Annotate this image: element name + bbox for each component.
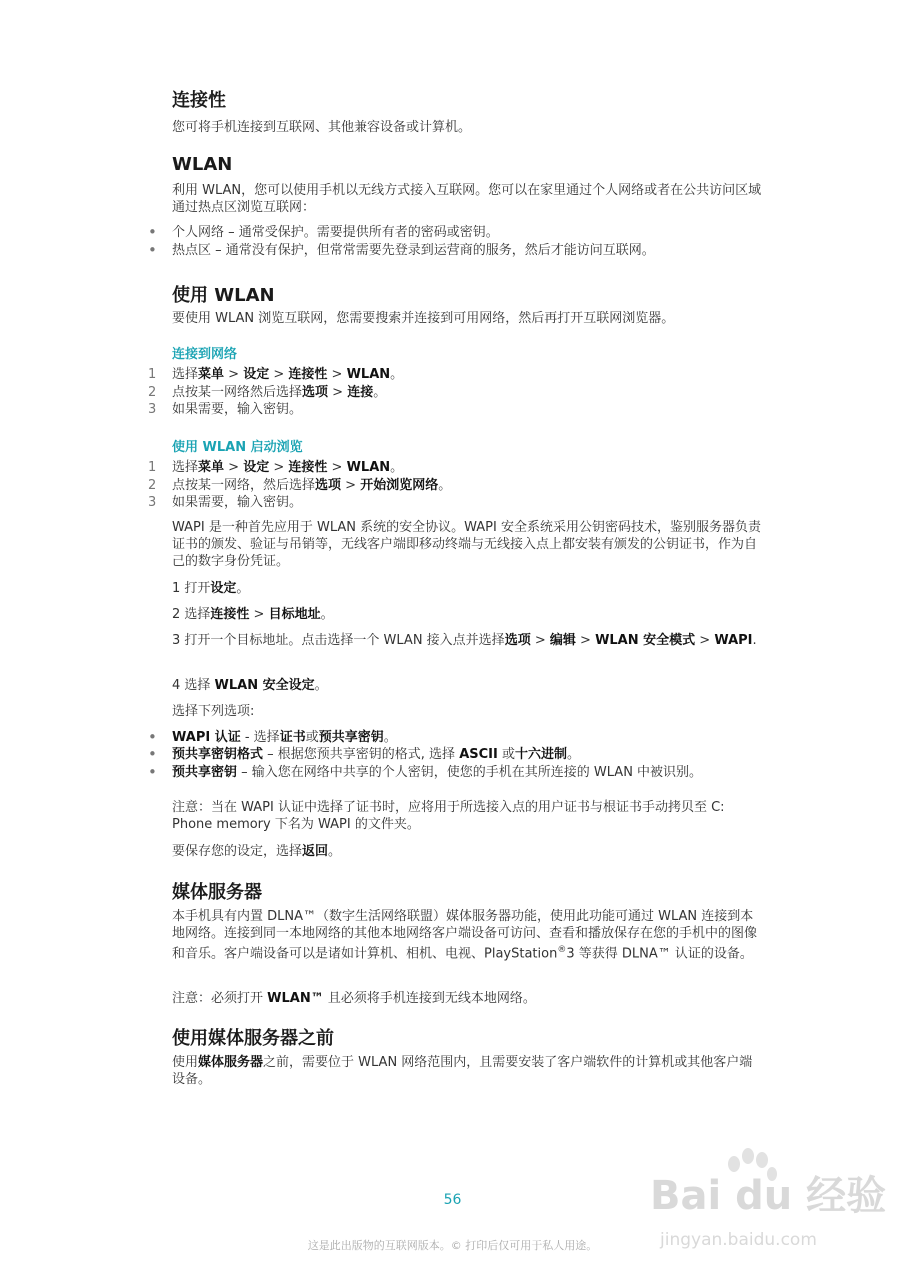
- heading-before-media-server: 使用媒体服务器之前: [172, 1028, 334, 1049]
- heading-using-wlan: 使用 WLAN: [172, 285, 275, 306]
- list-item: • 预共享密钥格式 – 根据您预共享密钥的格式, 选择 ASCII 或十六进制。: [148, 745, 580, 763]
- heading-connectivity: 连接性: [172, 90, 226, 111]
- wapi-step-1: 1 打开设定。: [172, 581, 250, 596]
- media-note: 注意：必须打开 WLAN™ 且必须将手机连接到无线本地网络。: [172, 991, 536, 1006]
- step-item: 2 点按某一网络然后选择选项 > 连接。: [148, 385, 387, 400]
- step-item: 2 点按某一网络，然后选择选项 > 开始浏览网络。: [148, 478, 452, 493]
- wapi-note: 注意：当在 WAPI 认证中选择了证书时，应将用于所选接入点的用户证书与根证书手动拷贝至 C: Phone memory 下名为 WAPI 的文件夹。: [172, 800, 725, 832]
- heading-wlan: WLAN: [172, 154, 233, 175]
- bullet: •: [148, 223, 157, 241]
- footer-note: 这是此出版物的互联网版本。© 打印后仅可用于私人用途。: [307, 1239, 598, 1252]
- wlan-intro: 利用 WLAN，您可以使用手机以无线方式接入互联网。您可以在家里通过个人网络或者在公共访问区域通过热点区浏览互联网：: [172, 183, 762, 215]
- bullet: •: [148, 745, 157, 763]
- using-wlan-text: 要使用 WLAN 浏览互联网，您需要搜索并连接到可用网络，然后再打开互联网浏览器。: [172, 311, 675, 326]
- bullet: •: [148, 728, 157, 746]
- wapi-choose: 选择下列选项:: [172, 704, 255, 719]
- list-item: • 热点区 – 通常没有保护，但常常需要先登录到运营商的服务，然后才能访问互联网。: [148, 241, 655, 259]
- page-number: 56: [443, 1192, 462, 1208]
- list-item: • 个人网络 – 通常受保护。需要提供所有者的密码或密钥。: [148, 223, 499, 241]
- watermark-logo: Bai du 经验: [650, 1173, 887, 1219]
- watermark-url: jingyan.baidu.com: [660, 1230, 817, 1250]
- wapi-save: 要保存您的设定，选择返回。: [172, 844, 342, 859]
- heading-media-server: 媒体服务器: [172, 882, 262, 903]
- subheading-start-browsing: 使用 WLAN 启动浏览: [172, 440, 303, 455]
- before-text: 使用媒体服务器之前，需要位于 WLAN 网络范围内，且需要安装了客户端软件的计算机或其他客户端设备。: [172, 1055, 753, 1087]
- connectivity-text: 您可将手机连接到互联网、其他兼容设备或计算机。: [172, 120, 472, 135]
- wapi-step-3: 3 打开一个目标地址。点击选择一个 WLAN 接入点并选择选项 > 编辑 > WLAN 安全模式 > WAPI.: [172, 633, 757, 648]
- baidu-watermark: [650, 1148, 887, 1268]
- step-item: 3 如果需要，输入密钥。: [148, 402, 303, 417]
- bullet: •: [148, 241, 157, 259]
- wapi-step-2: 2 选择连接性 > 目标地址。: [172, 607, 334, 622]
- subheading-connect-network: 连接到网络: [172, 347, 238, 362]
- wapi-step-4: 4 选择 WLAN 安全设定。: [172, 678, 328, 693]
- media-text: 本手机具有内置 DLNA™（数字生活网络联盟）媒体服务器功能，使用此功能可通过 WLAN 连接到本地网络。连接到同一本地网络的其他本地网络客户端设备可访问、查看和播放保存在您的手机中的图像和音乐。客户端设备可以是诸如计算机、相机、电视、PlayStation®3 等获得 DLNA™ 认证的设备。: [172, 909, 758, 962]
- step-item: 1 选择菜单 > 设定 > 连接性 > WLAN。: [148, 367, 404, 382]
- list-item: • WAPI 认证 - 选择证书或预共享密钥。: [148, 728, 397, 746]
- step-item: 1 选择菜单 > 设定 > 连接性 > WLAN。: [148, 460, 404, 475]
- bullet: •: [148, 763, 157, 781]
- list-item: • 预共享密钥 – 输入您在网络中共享的个人密钥，使您的手机在其所连接的 WLAN 中被识别。: [148, 763, 703, 781]
- wapi-intro: WAPI 是一种首先应用于 WLAN 系统的安全协议。WAPI 安全系统采用公钥密码技术，鉴别服务器负责证书的颁发、验证与吊销等，无线客户端即移动终端与无线接入点上都安装有颁发的公钥证书，作为自己的数字身份凭证。: [172, 520, 761, 569]
- step-item: 3 如果需要，输入密钥。: [148, 495, 303, 510]
